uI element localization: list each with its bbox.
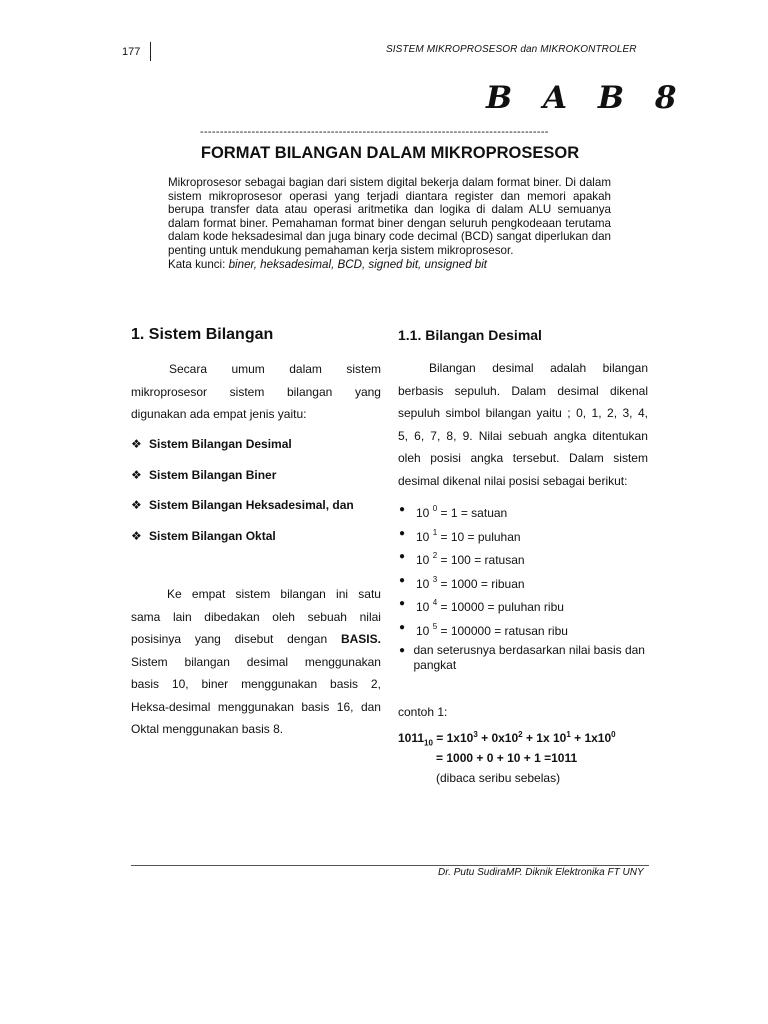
keywords-list: biner, heksadesimal, BCD, signed bit, unsigned bit [228, 257, 488, 271]
example-formula [398, 730, 616, 747]
power-exponent: 3 [432, 574, 438, 584]
list-item [131, 497, 391, 528]
word: sepuluh. [454, 383, 501, 398]
formula-base: 10 [424, 738, 433, 748]
power-base: 10 [416, 553, 430, 567]
word: menggunakan [241, 677, 318, 691]
word: simbol [445, 406, 481, 420]
text-line [131, 381, 381, 404]
power-entry [416, 596, 564, 620]
example-label: contoh 1: [398, 705, 448, 719]
word: bilangan [184, 654, 230, 669]
word: desimal [557, 383, 599, 398]
section1-intro [131, 358, 381, 426]
word: menggunakan [217, 699, 294, 714]
diamond-bullet-icon: ❖ [131, 467, 142, 482]
text-line [131, 358, 381, 381]
text-line [398, 357, 648, 380]
word: dalam [289, 362, 322, 376]
list-item [398, 620, 650, 644]
word: 7, [430, 428, 441, 443]
word: Ke [167, 587, 182, 601]
power-base: 10 [416, 529, 430, 544]
bullet-icon: ● [399, 504, 406, 515]
word: 10, [171, 677, 189, 691]
word: yang [354, 384, 381, 399]
text-line [398, 425, 648, 448]
list-item-label: dan seterusnya berdasarkan nilai basis dan pangkat [413, 643, 645, 672]
word: 16, [336, 699, 354, 714]
word: sistem [346, 362, 381, 376]
word: desimal [492, 361, 534, 375]
text-line: digunakan ada empat jenis yaitu: [131, 407, 307, 421]
diamond-bullet-icon: ❖ [131, 498, 142, 512]
chapter-label: B A B 8 [486, 80, 687, 116]
basis-keyword: BASIS. [340, 632, 381, 646]
word: posisi [430, 451, 461, 465]
bullet-icon: ● [399, 574, 406, 586]
formula-exponent: 0 [611, 730, 616, 739]
running-header-title: SISTEM MIKROPROSESOR dan MIKROKONTROLER [386, 44, 637, 55]
formula-term: + 1x10 [570, 731, 612, 745]
text-line [398, 447, 648, 470]
abstract [168, 176, 611, 271]
list-item-label: Sistem Bilangan Oktal [149, 528, 276, 543]
word: ; [567, 406, 571, 420]
word: Sistem [131, 654, 168, 669]
text-line [131, 628, 381, 651]
word: 4, [637, 406, 648, 420]
word: 0, [576, 406, 587, 420]
word: angka [553, 428, 587, 443]
word: dan [360, 699, 381, 714]
word: Dalam [511, 383, 547, 398]
power-value: = 100 = ratusan [437, 553, 525, 567]
formula-exponent: 1 [566, 730, 571, 739]
power-exponent: 0 [432, 504, 438, 513]
list-item [398, 502, 650, 526]
power-exponent: 1 [432, 527, 438, 537]
word: disebut [234, 632, 274, 646]
word: basis [131, 677, 160, 691]
word: posisinya [131, 632, 182, 646]
power-entry [416, 620, 568, 644]
word: Heksa-desimal [131, 699, 211, 714]
formula-number: 1011 [398, 731, 425, 745]
formula-term: + 1x 10 [522, 731, 567, 745]
list-item [398, 573, 650, 597]
power-value: = 1000 = ribuan [437, 576, 525, 591]
power-value: = 10000 = puluhan ribu [437, 600, 564, 614]
footer-divider [131, 865, 649, 866]
word: sistem [229, 384, 265, 399]
bullet-icon: ● [399, 645, 406, 656]
word: basis [301, 699, 330, 714]
word: sebuah [307, 609, 347, 624]
bullet-icon: ● [399, 598, 406, 609]
word: ini [336, 587, 349, 601]
chapter-title: FORMAT BILANGAN DALAM MIKROPROSESOR [200, 144, 580, 162]
text-line [398, 402, 648, 425]
word: Nilai [478, 428, 503, 443]
word: yang [194, 632, 221, 646]
footer-author: Dr. Putu SudiraMP. Diknik Elektronika FT UNY [438, 867, 644, 878]
word: 5, [398, 428, 409, 443]
word: desimal [246, 654, 289, 669]
section1-paragraph [131, 583, 381, 741]
keywords-label: Kata kunci: [168, 257, 229, 271]
word: adalah [550, 361, 587, 375]
power-entry [416, 502, 507, 526]
word: berbasis [398, 383, 444, 398]
formula-term: + 0x10 [477, 731, 519, 745]
power-base: 10 [416, 600, 430, 614]
word: biner [201, 677, 229, 691]
list-item-label: Sistem Bilangan Heksadesimal, dan [149, 498, 354, 512]
word: basis [330, 677, 359, 691]
power-base: 10 [416, 623, 430, 638]
power-entry [416, 526, 521, 550]
word: bilangan [485, 406, 532, 420]
chapter-divider: ---------------------------------------------------------------------------------------- [200, 126, 549, 138]
word: bilangan [602, 361, 648, 375]
place-value-list [398, 502, 650, 683]
power-exponent: 4 [432, 598, 438, 607]
text-line [131, 673, 381, 696]
word: angka [470, 451, 504, 465]
list-item [131, 528, 391, 559]
text-line [131, 606, 381, 629]
text-line [398, 380, 648, 403]
text-line: desimal dikenal nilai posisi sebagai berikut: [398, 473, 628, 488]
word: sistem [613, 451, 648, 465]
word: nilai [359, 609, 381, 624]
word: sebuah [508, 428, 548, 443]
diamond-bullet-icon: ❖ [131, 528, 142, 543]
word: sepuluh [398, 406, 441, 420]
formula-exponent: 2 [518, 730, 523, 739]
text-line [131, 696, 381, 719]
list-item-label: Sistem Bilangan Biner [149, 467, 277, 482]
word: ditentukan [592, 428, 648, 443]
list-item-label: Sistem Bilangan Desimal [149, 437, 292, 451]
example-result: = 1000 + 0 + 10 + 1 =1011 [436, 751, 578, 765]
word: sama [131, 609, 161, 624]
section11-paragraph [398, 357, 648, 492]
word: tersebut. [512, 451, 560, 465]
bullet-icon: ● [399, 527, 406, 539]
formula-exponent: 3 [473, 730, 478, 739]
text-line [131, 651, 381, 674]
word: satu [358, 587, 381, 601]
section-heading-bilangan-desimal: 1.1. Bilangan Desimal [398, 327, 542, 343]
word: 8, [446, 428, 457, 443]
diamond-bullet-icon: ❖ [131, 437, 142, 451]
list-item [398, 549, 650, 573]
text-line [131, 583, 381, 606]
power-exponent: 2 [432, 551, 438, 560]
word: 6, [414, 428, 425, 443]
word: empat [191, 587, 226, 601]
power-base: 10 [416, 506, 430, 520]
word: 1, [591, 406, 602, 420]
word: mikroprosesor [131, 384, 208, 399]
word: 2, [607, 406, 618, 420]
word: Secara [169, 362, 208, 376]
power-base: 10 [416, 576, 430, 591]
number-system-list [131, 436, 391, 558]
power-entry [416, 549, 525, 573]
bullet-icon: ● [399, 551, 406, 562]
list-item [398, 596, 650, 620]
page-number: 177 [122, 46, 141, 58]
formula-term: = 1x10 [432, 731, 474, 745]
word: 2, [370, 677, 381, 691]
abstract-text: Mikroprosesor sebagai bagian dari sistem digital bekerja dalam format biner. Di dalam sistem mikroprosesor operasi yang terjadi diantara register dan memori apakah berupa transfer data atau operasi aritmetika dan logika di dalam ALU semuanya dalam format biner. Pemahaman format biner dengan seluruh pengkodeaan terutama dalam kode heksadesimal dan juga binary code decimal (BCD) sangat diperlukan dan penting untuk mendukung pemahaman kerja sistem mikroprosesor. [168, 176, 611, 257]
list-item [398, 643, 650, 683]
example-note: (dibaca seribu sebelas) [436, 771, 561, 785]
power-exponent: 5 [432, 621, 438, 631]
bullet-icon: ● [399, 621, 406, 633]
word: oleh [398, 451, 421, 465]
word: bilangan [280, 587, 326, 601]
word: sistem [235, 587, 271, 601]
word: menggunakan [304, 654, 381, 669]
power-value: = 1 = satuan [437, 506, 508, 520]
list-item [131, 467, 391, 498]
word: dengan [287, 632, 328, 646]
word: bilangan [286, 384, 333, 399]
word: Dalam [569, 451, 604, 465]
word: yaitu [536, 406, 562, 420]
power-entry [416, 573, 525, 597]
keywords [168, 258, 611, 272]
power-value: = 10 = puluhan [437, 529, 521, 544]
header-divider [150, 42, 151, 61]
list-item [131, 436, 391, 467]
list-item [398, 526, 650, 550]
word: oleh [272, 609, 295, 624]
word: 3, [622, 406, 633, 420]
word: dikenal [609, 383, 648, 398]
word: umum [231, 362, 265, 376]
word: 9. [462, 428, 473, 443]
word: lain [172, 609, 192, 624]
power-value: = 100000 = ratusan ribu [437, 623, 568, 638]
word: dibedakan [204, 609, 260, 624]
word: Bilangan [429, 361, 476, 375]
text-line: Oktal menggunakan basis 8. [131, 722, 284, 736]
section-heading-sistem-bilangan: 1. Sistem Bilangan [131, 326, 274, 343]
